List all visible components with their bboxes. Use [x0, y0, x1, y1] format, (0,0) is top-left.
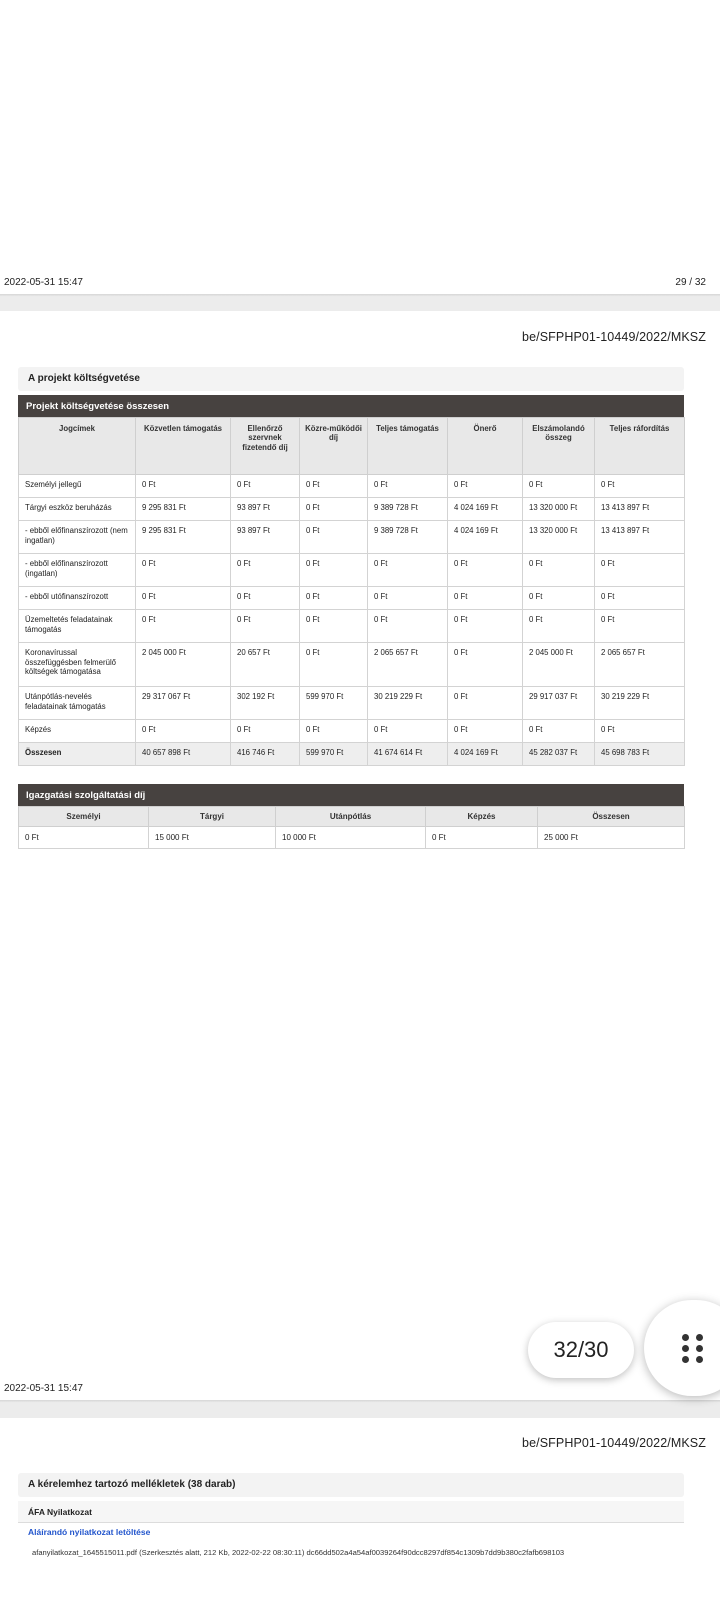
- fee-col-header: Összesen: [538, 807, 685, 827]
- table-cell: 0 Ft: [136, 475, 231, 498]
- table-cell: 0 Ft: [523, 720, 595, 743]
- table-row: [19, 720, 685, 743]
- fee-table: [18, 806, 685, 849]
- fee-col-header: Utánpótlás: [276, 807, 426, 827]
- fee-cell: 0 Ft: [19, 827, 149, 849]
- total-cell: 40 657 898 Ft: [136, 743, 231, 766]
- budget-table: [18, 417, 685, 766]
- row-label: - ebből utófinanszírozott: [19, 587, 136, 610]
- col-header: Teljes támogatás: [368, 418, 448, 475]
- row-label: - ebből előfinanszírozott (nem ingatlan): [19, 521, 136, 554]
- table-cell: 29 317 067 Ft: [136, 687, 231, 720]
- pdf-page-29: [0, 0, 720, 294]
- table-cell: 30 219 229 Ft: [368, 687, 448, 720]
- table-cell: 0 Ft: [448, 475, 523, 498]
- table-cell: 0 Ft: [368, 587, 448, 610]
- document-reference: be/SFPHP01-10449/2022/MKSZ: [522, 330, 706, 344]
- table-cell: 13 413 897 Ft: [595, 498, 685, 521]
- col-header: Teljes ráfordítás: [595, 418, 685, 475]
- table-cell: 13 320 000 Ft: [523, 498, 595, 521]
- table-cell: 2 065 657 Ft: [595, 643, 685, 687]
- table-cell: 2 045 000 Ft: [523, 643, 595, 687]
- footer-page-number: 29 / 32: [675, 277, 706, 288]
- row-label: Utánpótlás-nevelés feladatainak támogatás: [19, 687, 136, 720]
- fee-col-header: Személyi: [19, 807, 149, 827]
- fee-cell: 25 000 Ft: [538, 827, 685, 849]
- table-cell: 0 Ft: [300, 610, 368, 643]
- table-cell: 0 Ft: [231, 610, 300, 643]
- grid-dots-icon: [682, 1334, 704, 1364]
- col-header: Közvetlen támogatás: [136, 418, 231, 475]
- page-gap: [0, 297, 720, 311]
- download-declaration-link[interactable]: Aláírandó nyilatkozat letöltése: [28, 1527, 151, 1537]
- total-cell: 45 282 037 Ft: [523, 743, 595, 766]
- table-cell: 0 Ft: [136, 720, 231, 743]
- fee-cell: 0 Ft: [426, 827, 538, 849]
- row-label: Személyi jellegű: [19, 475, 136, 498]
- fee-cell: 15 000 Ft: [149, 827, 276, 849]
- fee-cell: 10 000 Ft: [276, 827, 426, 849]
- table-cell: 0 Ft: [368, 554, 448, 587]
- table-cell: 0 Ft: [448, 554, 523, 587]
- col-header: Ellenőrző szervnek fizetendő díj: [231, 418, 300, 475]
- table-cell: 9 389 728 Ft: [368, 521, 448, 554]
- table-cell: 9 295 831 Ft: [136, 521, 231, 554]
- table-cell: 0 Ft: [136, 554, 231, 587]
- table-cell: 0 Ft: [523, 475, 595, 498]
- table-row: [19, 587, 685, 610]
- fee-table-title: Igazgatási szolgáltatási díj: [18, 784, 684, 806]
- attachment-file-info: afanyilatkozat_1645515011.pdf (Szerkesztés alatt, 212 Kb, 2022-02-22 08:30:11) dc66dd502a4a54af0039264f90dcc8297df854c1309b7dd9b380c2fafb698103: [32, 1548, 565, 1557]
- attachments-title: A kérelemhez tartozó mellékletek (38 darab): [18, 1473, 684, 1497]
- col-header: Jogcímek: [19, 418, 136, 475]
- table-row: [19, 687, 685, 720]
- table-row: [19, 475, 685, 498]
- table-cell: 93 897 Ft: [231, 498, 300, 521]
- table-cell: 0 Ft: [368, 475, 448, 498]
- table-cell: 9 295 831 Ft: [136, 498, 231, 521]
- row-label: Tárgyi eszköz beruházás: [19, 498, 136, 521]
- total-cell: 4 024 169 Ft: [448, 743, 523, 766]
- col-header: Önerő: [448, 418, 523, 475]
- table-cell: 599 970 Ft: [300, 687, 368, 720]
- table-cell: 0 Ft: [523, 587, 595, 610]
- table-cell: 0 Ft: [231, 720, 300, 743]
- table-cell: 0 Ft: [300, 554, 368, 587]
- col-header: Közre-működői díj: [300, 418, 368, 475]
- table-cell: 20 657 Ft: [231, 643, 300, 687]
- total-cell: 41 674 614 Ft: [368, 743, 448, 766]
- page-gap: [0, 1403, 720, 1418]
- table-cell: 302 192 Ft: [231, 687, 300, 720]
- table-cell: 0 Ft: [595, 720, 685, 743]
- row-label: Koronavírussal összefüggésben felmerülő költségek támogatása: [19, 643, 136, 687]
- table-cell: 0 Ft: [368, 610, 448, 643]
- table-cell: 0 Ft: [300, 475, 368, 498]
- total-label: Összesen: [19, 743, 136, 766]
- table-row: [19, 554, 685, 587]
- table-row: [19, 521, 685, 554]
- table-cell: 13 413 897 Ft: [595, 521, 685, 554]
- table-cell: 0 Ft: [448, 720, 523, 743]
- table-row: [19, 498, 685, 521]
- table-cell: 2 065 657 Ft: [368, 643, 448, 687]
- table-cell: 0 Ft: [368, 720, 448, 743]
- table-cell: 0 Ft: [595, 475, 685, 498]
- table-cell: 0 Ft: [595, 587, 685, 610]
- table-cell: 9 389 728 Ft: [368, 498, 448, 521]
- fee-col-header: Képzés: [426, 807, 538, 827]
- table-cell: 0 Ft: [300, 720, 368, 743]
- table-cell: 0 Ft: [595, 610, 685, 643]
- table-cell: 30 219 229 Ft: [595, 687, 685, 720]
- table-cell: 2 045 000 Ft: [136, 643, 231, 687]
- table-row: [19, 643, 685, 687]
- row-label: - ebből előfinanszírozott (ingatlan): [19, 554, 136, 587]
- table-cell: 0 Ft: [300, 498, 368, 521]
- page-indicator: 32/30: [528, 1322, 634, 1378]
- fee-col-header: Tárgyi: [149, 807, 276, 827]
- row-label: Üzemeltetés feladatainak támogatás: [19, 610, 136, 643]
- footer-date: 2022-05-31 15:47: [4, 1383, 83, 1394]
- table-cell: 0 Ft: [523, 554, 595, 587]
- table-cell: 0 Ft: [523, 610, 595, 643]
- table-cell: 0 Ft: [300, 643, 368, 687]
- total-cell: 599 970 Ft: [300, 743, 368, 766]
- total-cell: 45 698 783 Ft: [595, 743, 685, 766]
- table-cell: 0 Ft: [448, 610, 523, 643]
- table-cell: 0 Ft: [300, 587, 368, 610]
- table-cell: 0 Ft: [300, 521, 368, 554]
- total-row: [19, 743, 685, 766]
- table-cell: 0 Ft: [448, 587, 523, 610]
- table-cell: 0 Ft: [136, 610, 231, 643]
- table-cell: 4 024 169 Ft: [448, 498, 523, 521]
- document-reference: be/SFPHP01-10449/2022/MKSZ: [522, 1436, 706, 1450]
- table-cell: 0 Ft: [231, 475, 300, 498]
- page-29-footer: [0, 277, 720, 291]
- table-cell: 0 Ft: [136, 587, 231, 610]
- total-cell: 416 746 Ft: [231, 743, 300, 766]
- table-cell: 0 Ft: [595, 554, 685, 587]
- table-cell: 93 897 Ft: [231, 521, 300, 554]
- table-cell: 0 Ft: [448, 643, 523, 687]
- table-cell: 13 320 000 Ft: [523, 521, 595, 554]
- footer-date: 2022-05-31 15:47: [4, 277, 83, 288]
- table-cell: 4 024 169 Ft: [448, 521, 523, 554]
- budget-table-title: Projekt költségvetése összesen: [18, 395, 684, 417]
- table-row: [19, 610, 685, 643]
- col-header: Elszámolandó összeg: [523, 418, 595, 475]
- row-label: Képzés: [19, 720, 136, 743]
- attachment-group-title: ÁFA Nyilatkozat: [18, 1501, 684, 1523]
- page-30-footer: [0, 1383, 720, 1397]
- table-cell: 29 917 037 Ft: [523, 687, 595, 720]
- table-cell: 0 Ft: [448, 687, 523, 720]
- table-cell: 0 Ft: [231, 554, 300, 587]
- section-title: A projekt költségvetése: [18, 367, 684, 391]
- table-cell: 0 Ft: [231, 587, 300, 610]
